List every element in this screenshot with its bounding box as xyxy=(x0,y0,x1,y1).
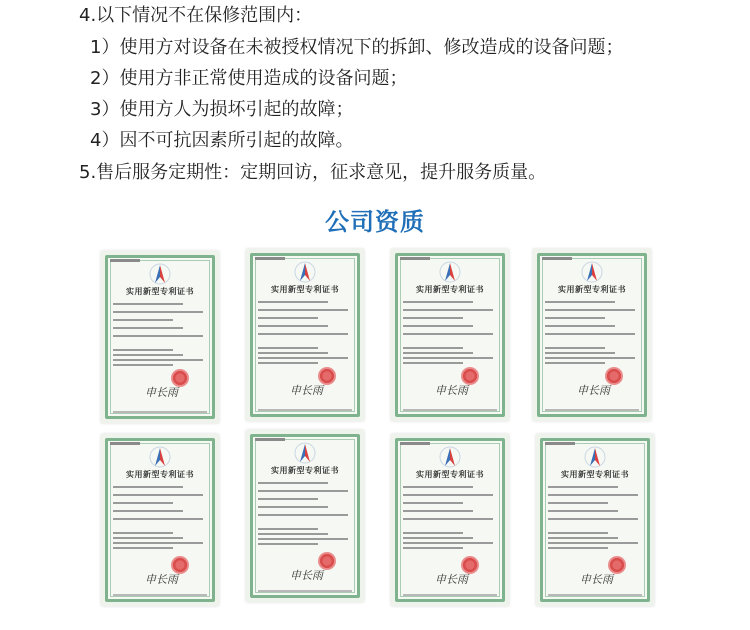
certificate-title: 实用新型专利证书 xyxy=(126,287,194,296)
seal-icon xyxy=(608,556,626,574)
patent-logo-icon xyxy=(294,442,316,464)
certificate-signature: 申长雨 xyxy=(435,384,468,397)
certificate-signature: 申长雨 xyxy=(435,573,468,586)
terms-heading: 4.以下情况不在保修范围内： xyxy=(79,5,313,26)
certificate-image xyxy=(101,434,219,606)
after-sales-line: 5.售后服务定期性：定期回访，征求意见，提升服务质量。 xyxy=(79,162,547,183)
section-title: 公司资质 xyxy=(325,208,425,236)
patent-logo-icon xyxy=(581,261,603,283)
terms-item-1: 1）使用方对设备在未被授权情况下的拆卸、修改造成的设备问题； xyxy=(90,37,624,58)
certificate-image xyxy=(391,434,509,606)
certificate-signature: 申长雨 xyxy=(290,569,323,582)
terms-item-2: 2）使用方非正常使用造成的设备问题； xyxy=(90,68,408,89)
certificate-title: 实用新型专利证书 xyxy=(126,470,194,479)
certificate-signature: 申长雨 xyxy=(145,573,178,586)
certificate-image xyxy=(391,249,509,421)
seal-icon xyxy=(318,367,336,385)
terms-item-3: 3）使用方人为损坏引起的故障； xyxy=(90,99,354,120)
certificate-title: 实用新型专利证书 xyxy=(561,470,629,479)
certificate-title: 实用新型专利证书 xyxy=(416,285,484,294)
seal-icon xyxy=(318,552,336,570)
certificate-signature: 申长雨 xyxy=(580,573,613,586)
patent-logo-icon xyxy=(294,261,316,283)
patent-logo-icon xyxy=(439,446,461,468)
patent-logo-icon xyxy=(439,261,461,283)
seal-icon xyxy=(461,367,479,385)
certificate-image xyxy=(536,434,654,606)
terms-item-4: 4）因不可抗因素所引起的故障。 xyxy=(90,130,354,151)
seal-icon xyxy=(461,556,479,574)
certificate-title: 实用新型专利证书 xyxy=(558,285,626,294)
certificate-image xyxy=(246,430,364,602)
certificate-title: 实用新型专利证书 xyxy=(271,466,339,475)
certificate-image xyxy=(101,251,219,423)
certificate-signature: 申长雨 xyxy=(290,384,323,397)
certificate-title: 实用新型专利证书 xyxy=(271,285,339,294)
patent-logo-icon xyxy=(584,446,606,468)
seal-icon xyxy=(171,556,189,574)
certificate-signature: 申长雨 xyxy=(577,384,610,397)
patent-logo-icon xyxy=(149,446,171,468)
seal-icon xyxy=(605,367,623,385)
seal-icon xyxy=(171,369,189,387)
certificate-signature: 申长雨 xyxy=(145,386,178,399)
certificate-title: 实用新型专利证书 xyxy=(416,470,484,479)
patent-logo-icon xyxy=(149,263,171,285)
certificate-image xyxy=(533,249,651,421)
certificate-image xyxy=(246,249,364,421)
